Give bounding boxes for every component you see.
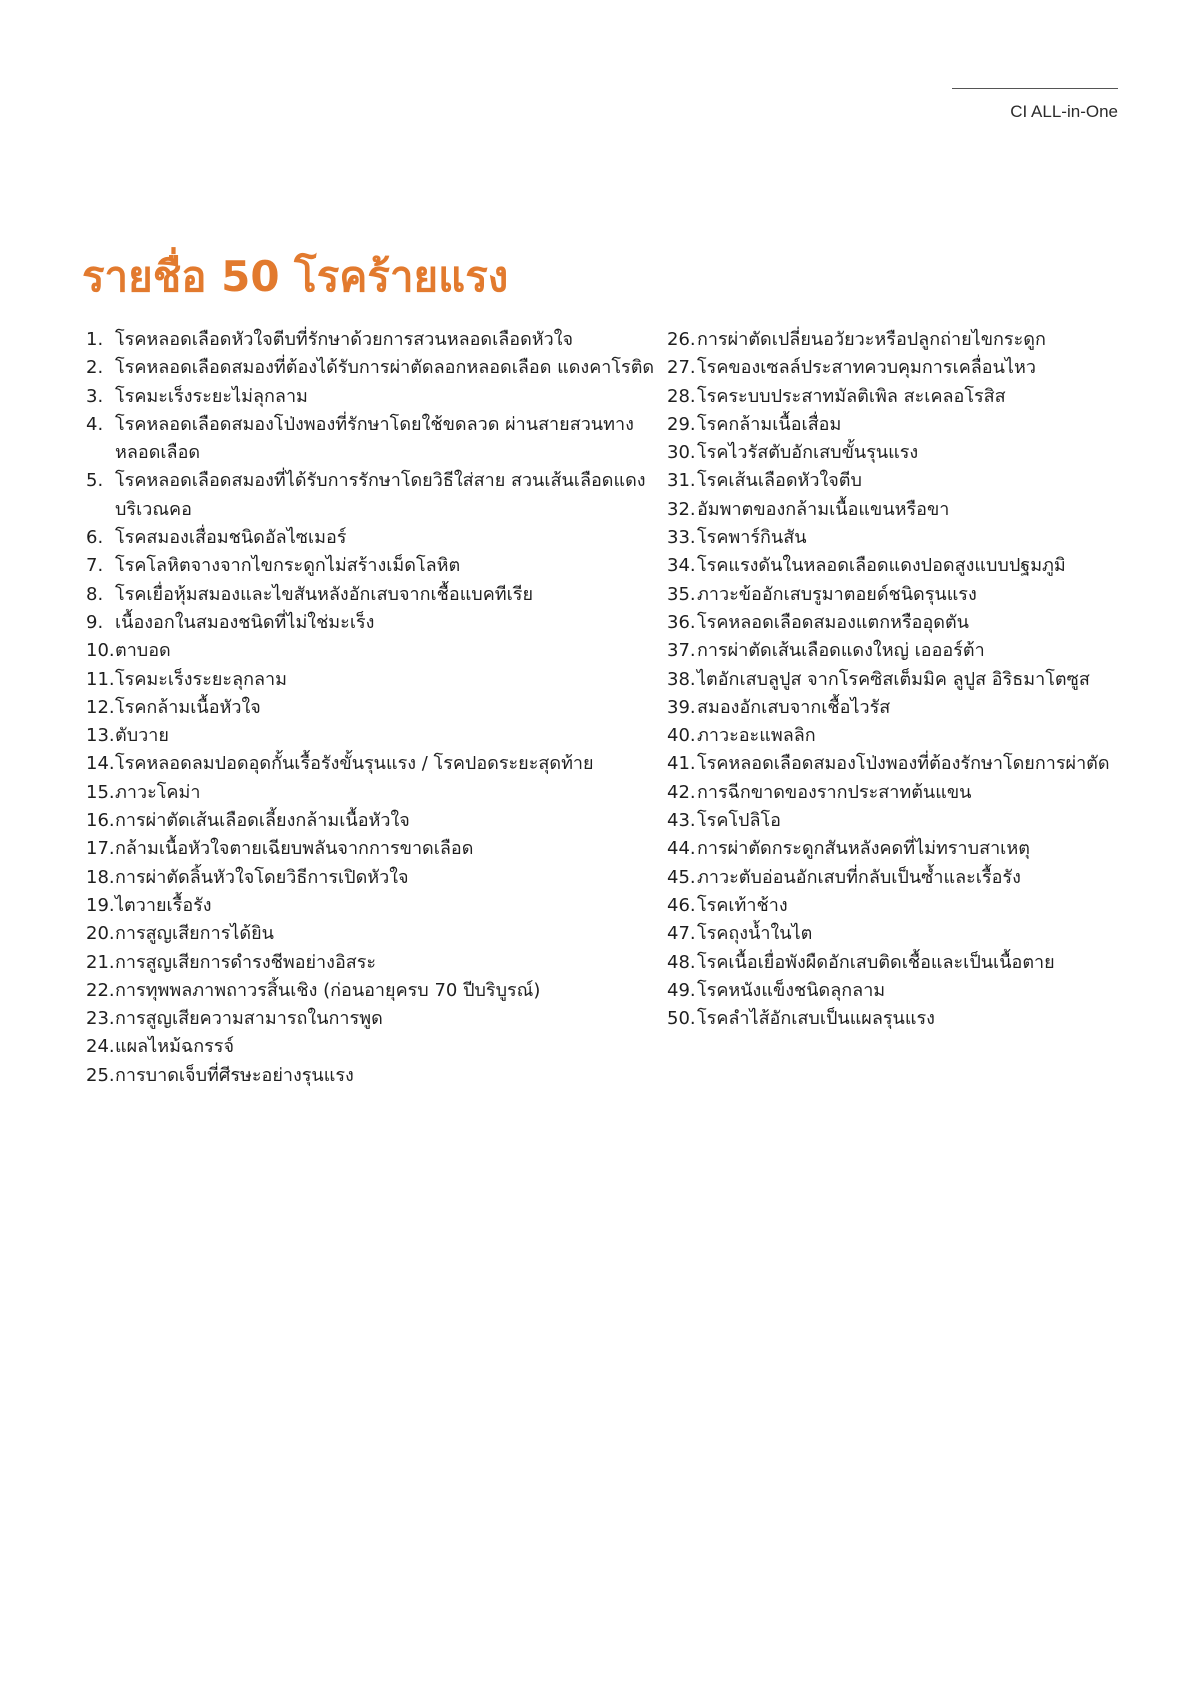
- disease-item: [667, 609, 1137, 637]
- disease-item: [667, 524, 1137, 552]
- disease-item: [667, 807, 1137, 835]
- disease-number: 30.: [667, 442, 696, 464]
- disease-label: โรคกล้ามเนื้อหัวใจ: [115, 696, 261, 718]
- header-label: CI ALL-in-One: [1010, 102, 1118, 121]
- disease-label: การฉีกขาดของรากประสาทต้นแขน: [697, 781, 972, 803]
- disease-item: [86, 1033, 666, 1061]
- disease-number: 25.: [86, 1064, 115, 1086]
- disease-label: โรคมะเร็งระยะไม่ลุกลาม: [115, 385, 308, 407]
- disease-number: 39.: [667, 696, 696, 718]
- disease-item: [667, 439, 1137, 467]
- disease-label: โรคเนื้อเยื่อพังผืดอักเสบติดเชื้อและเป็นเนื้อตาย: [697, 951, 1055, 973]
- disease-label: โรคของเซลล์ประสาทควบคุมการเคลื่อนไหว: [697, 357, 1036, 379]
- disease-label: ภาวะโคม่า: [115, 781, 201, 803]
- disease-item: [86, 920, 666, 948]
- disease-number: 33.: [667, 527, 696, 549]
- disease-item: [86, 892, 666, 920]
- disease-label: โรคหลอดเลือดสมองโป่งพองที่ต้องรักษาโดยการผ่าตัด: [697, 753, 1110, 775]
- disease-number: 16.: [86, 810, 115, 832]
- disease-number: 2.: [86, 357, 104, 379]
- disease-label: โรคหลอดเลือดสมองแตกหรืออุดตัน: [697, 611, 969, 633]
- disease-label: โรคหลอดเลือดสมองที่ต้องได้รับการผ่าตัดลอกหลอดเลือด แดงคาโรติด: [115, 357, 655, 379]
- disease-label: โรคเส้นเลือดหัวใจตีบ: [697, 470, 862, 492]
- disease-number: 38.: [667, 668, 696, 690]
- disease-number: 14.: [86, 753, 115, 775]
- disease-item: [86, 383, 666, 411]
- disease-number: 44.: [667, 838, 696, 860]
- disease-number: 32.: [667, 498, 696, 520]
- disease-number: 13.: [86, 725, 115, 747]
- disease-number: 12.: [86, 696, 115, 718]
- disease-label: การสูญเสียการได้ยิน: [115, 923, 274, 945]
- disease-label: การผ่าตัดลิ้นหัวใจโดยวิธีการเปิดหัวใจ: [115, 866, 409, 888]
- disease-item: [667, 637, 1137, 665]
- disease-list-left: [86, 326, 666, 1090]
- disease-number: 40.: [667, 725, 696, 747]
- disease-number: 29.: [667, 413, 696, 435]
- disease-label: การผ่าตัดเส้นเลือดเลี้ยงกล้ามเนื้อหัวใจ: [115, 810, 410, 832]
- disease-number: 21.: [86, 951, 115, 973]
- disease-item: [86, 807, 666, 835]
- disease-item: [667, 326, 1137, 354]
- disease-label: การสูญเสียความสามารถในการพูด: [115, 1008, 383, 1030]
- disease-item: [667, 496, 1137, 524]
- disease-number: 24.: [86, 1036, 115, 1058]
- disease-item: [86, 354, 666, 382]
- disease-label: เนื้องอกในสมองชนิดที่ไม่ใช่มะเร็ง: [115, 611, 375, 633]
- disease-number: 9.: [86, 611, 104, 633]
- disease-item: [86, 779, 666, 807]
- disease-label: โรคหลอดลมปอดอุดกั้นเรื้อรังขั้นรุนแรง / โรคปอดระยะสุดท้าย: [115, 753, 594, 775]
- disease-item: [667, 467, 1137, 495]
- disease-label: กล้ามเนื้อหัวใจตายเฉียบพลันจากการขาดเลือด: [115, 838, 474, 860]
- disease-number: 1.: [86, 329, 104, 350]
- disease-label: โรคลำไส้อักเสบเป็นแผลรุนแรง: [697, 1008, 935, 1030]
- disease-item: [667, 722, 1137, 750]
- disease-item: [86, 1005, 666, 1033]
- disease-item: [667, 666, 1137, 694]
- disease-item: [667, 949, 1137, 977]
- disease-number: 22.: [86, 979, 115, 1001]
- disease-number: 43.: [667, 810, 696, 832]
- disease-number: 10.: [86, 640, 115, 662]
- disease-number: 31.: [667, 470, 696, 492]
- disease-label: แผลไหม้ฉกรรจ์: [115, 1036, 235, 1058]
- disease-item: [86, 864, 666, 892]
- disease-label: ภาวะตับอ่อนอักเสบที่กลับเป็นซ้ำและเรื้อรัง: [697, 866, 1021, 888]
- disease-item: [86, 1062, 666, 1090]
- disease-item: [667, 581, 1137, 609]
- disease-label: โรคโปลิโอ: [697, 810, 781, 832]
- disease-item: [86, 949, 666, 977]
- disease-label: โรคมะเร็งระยะลุกลาม: [115, 668, 288, 690]
- disease-label: ตับวาย: [115, 725, 169, 747]
- disease-label: โรคเท้าช้าง: [697, 894, 788, 916]
- disease-item: [667, 750, 1137, 778]
- disease-number: 36.: [667, 611, 696, 633]
- disease-item: [86, 552, 666, 580]
- disease-item: [86, 467, 666, 524]
- disease-label: โรคหนังแข็งชนิดลุกลาม: [697, 979, 886, 1001]
- disease-number: 5.: [86, 470, 104, 492]
- header-rule: [952, 88, 1118, 89]
- disease-label: ตาบอด: [115, 640, 171, 662]
- disease-item: [667, 694, 1137, 722]
- disease-item: [667, 864, 1137, 892]
- disease-label: การบาดเจ็บที่ศีรษะอย่างรุนแรง: [115, 1064, 354, 1086]
- disease-label: โรคกล้ามเนื้อเสื่อม: [697, 413, 842, 435]
- disease-number: 50.: [667, 1008, 696, 1030]
- disease-number: 35.: [667, 583, 696, 605]
- disease-label: โรคหลอดเลือดหัวใจตีบที่รักษาด้วยการสวนหลอดเลือดหัวใจ: [115, 329, 574, 350]
- disease-item: [86, 326, 666, 354]
- disease-label: ไตอักเสบลูปูส จากโรคซิสเต็มมิค ลูปูส อิริธมาโตซูส: [697, 668, 1090, 690]
- disease-number: 8.: [86, 583, 104, 605]
- disease-number: 28.: [667, 385, 696, 407]
- disease-item: [86, 694, 666, 722]
- page-title: รายชื่อ 50 โรคร้ายแรง: [82, 252, 509, 301]
- disease-number: 7.: [86, 555, 104, 577]
- disease-number: 45.: [667, 866, 696, 888]
- disease-label: โรคสมองเสื่อมชนิดอัลไซเมอร์: [115, 527, 347, 549]
- disease-label: โรคพาร์กินสัน: [697, 527, 807, 549]
- disease-item: [667, 552, 1137, 580]
- disease-item: [86, 666, 666, 694]
- disease-label: โรคหลอดเลือดสมองโป่งพองที่รักษาโดยใช้ขดลวด ผ่านสายสวนทางหลอดเลือด: [115, 413, 634, 464]
- disease-item: [86, 581, 666, 609]
- disease-number: 46.: [667, 894, 696, 916]
- disease-label: โรคโลหิตจางจากไขกระดูกไม่สร้างเม็ดโลหิต: [115, 555, 461, 577]
- disease-number: 26.: [667, 329, 696, 350]
- disease-list-right: [667, 326, 1137, 1033]
- disease-label: โรคแรงดันในหลอดเลือดแดงปอดสูงแบบปฐมภูมิ: [697, 555, 1066, 577]
- disease-item: [667, 383, 1137, 411]
- disease-label: การผ่าตัดกระดูกสันหลังคดที่ไม่ทราบสาเหตุ: [697, 838, 1030, 860]
- disease-number: 47.: [667, 923, 696, 945]
- disease-number: 23.: [86, 1008, 115, 1030]
- disease-label: ไตวายเรื้อรัง: [115, 894, 212, 916]
- disease-number: 17.: [86, 838, 115, 860]
- disease-item: [86, 977, 666, 1005]
- disease-number: 42.: [667, 781, 696, 803]
- disease-label: การทุพพลภาพถาวรสิ้นเชิง (ก่อนอายุครบ 70 ปีบริบูรณ์): [115, 979, 541, 1001]
- disease-label: การผ่าตัดเส้นเลือดแดงใหญ่ เอออร์ต้า: [697, 640, 985, 662]
- disease-label: โรคเยื่อหุ้มสมองและไขสันหลังอักเสบจากเชื้อแบคทีเรีย: [115, 583, 534, 605]
- disease-label: โรคไวรัสตับอักเสบขั้นรุนแรง: [697, 442, 919, 464]
- disease-label: ภาวะข้ออักเสบรูมาตอยด์ชนิดรุนแรง: [697, 583, 977, 605]
- disease-number: 34.: [667, 555, 696, 577]
- disease-item: [667, 977, 1137, 1005]
- disease-number: 27.: [667, 357, 696, 379]
- disease-label: อัมพาตของกล้ามเนื้อแขนหรือขา: [697, 498, 950, 520]
- disease-number: 6.: [86, 527, 104, 549]
- disease-number: 48.: [667, 951, 696, 973]
- disease-item: [667, 1005, 1137, 1033]
- disease-item: [86, 637, 666, 665]
- disease-item: [86, 524, 666, 552]
- disease-number: 49.: [667, 979, 696, 1001]
- disease-label: การสูญเสียการดำรงชีพอย่างอิสระ: [115, 951, 377, 973]
- disease-item: [667, 411, 1137, 439]
- disease-number: 19.: [86, 894, 115, 916]
- disease-item: [667, 835, 1137, 863]
- disease-number: 3.: [86, 385, 104, 407]
- disease-item: [667, 892, 1137, 920]
- disease-number: 15.: [86, 781, 115, 803]
- disease-label: สมองอักเสบจากเชื้อไวรัส: [697, 696, 891, 718]
- disease-item: [667, 920, 1137, 948]
- disease-item: [86, 722, 666, 750]
- disease-number: 20.: [86, 923, 115, 945]
- disease-number: 4.: [86, 413, 104, 435]
- disease-number: 11.: [86, 668, 115, 690]
- disease-label: โรคถุงน้ำในไต: [697, 923, 813, 945]
- disease-number: 41.: [667, 753, 696, 775]
- disease-item: [667, 354, 1137, 382]
- disease-label: การผ่าตัดเปลี่ยนอวัยวะหรือปลูกถ่ายไขกระดูก: [697, 329, 1046, 350]
- disease-item: [86, 835, 666, 863]
- disease-label: โรคหลอดเลือดสมองที่ได้รับการรักษาโดยวิธีใส่สาย สวนเส้นเลือดแดงบริเวณคอ: [115, 470, 646, 520]
- disease-label: ภาวะอะแพลลิก: [697, 725, 816, 747]
- disease-label: โรคระบบประสาทมัลติเพิล สะเคลอโรสิส: [697, 385, 1006, 407]
- disease-item: [667, 779, 1137, 807]
- disease-item: [86, 750, 666, 778]
- disease-number: 18.: [86, 866, 115, 888]
- disease-number: 37.: [667, 640, 696, 662]
- disease-item: [86, 411, 666, 468]
- disease-item: [86, 609, 666, 637]
